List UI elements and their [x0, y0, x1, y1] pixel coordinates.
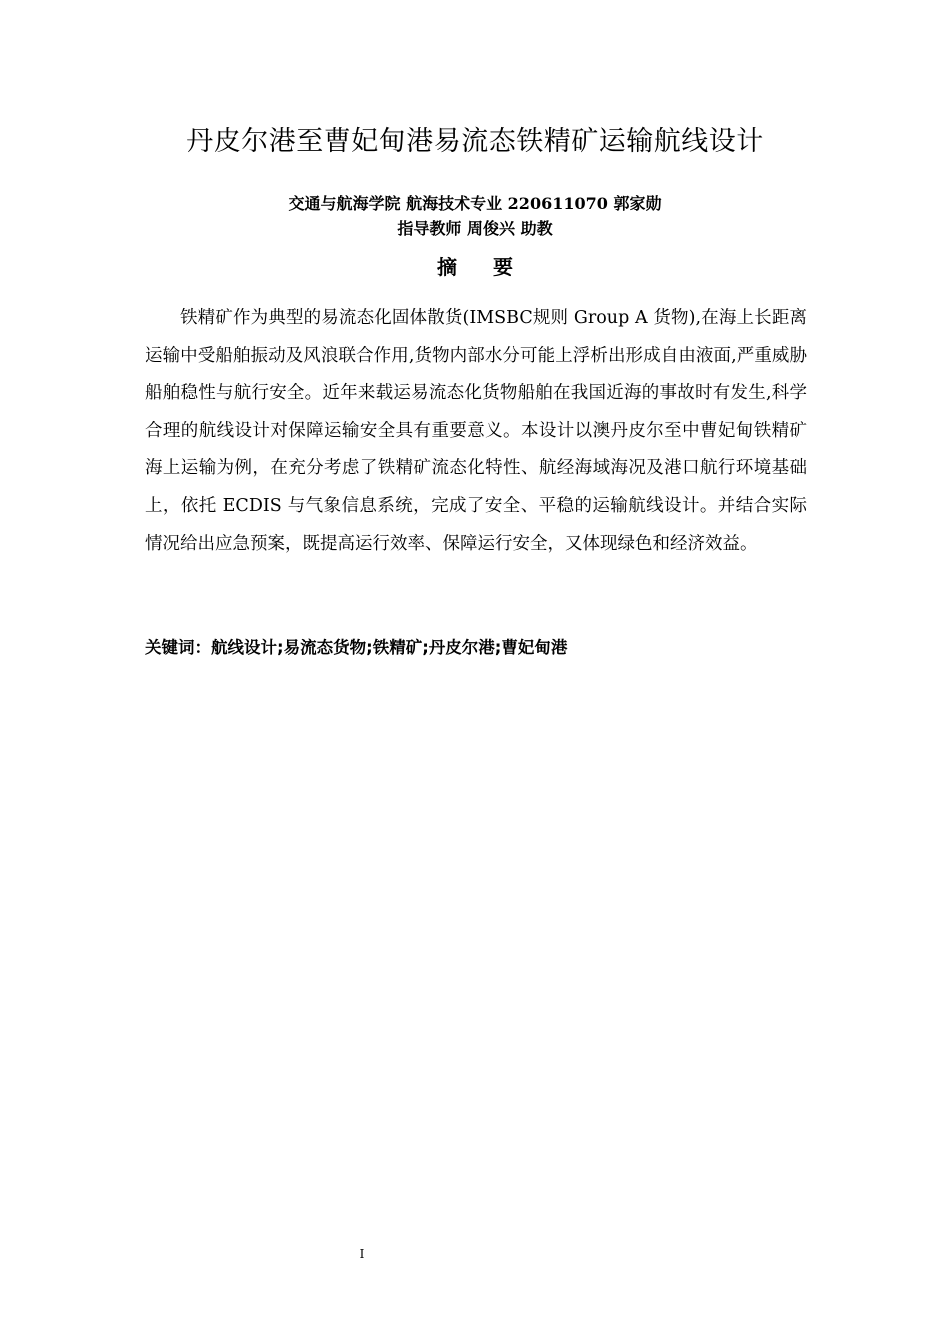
keywords-line	[145, 634, 807, 662]
advisor-info: 指导教师 周俊兴 助教	[397, 219, 553, 238]
keywords-label: 关键词：	[145, 638, 211, 657]
page-number: I	[359, 1247, 365, 1261]
document-title: 丹皮尔港至曹妃甸港易流态铁精矿运输航线设计	[186, 126, 764, 157]
keywords-list: 航线设计;易流态货物;铁精矿;丹皮尔港;曹妃甸港	[211, 638, 568, 657]
abstract-heading: 摘要	[437, 255, 549, 279]
author-info: 交通与航海学院 航海技术专业 220611070 郭家勋	[288, 194, 662, 213]
abstract-paragraph: 铁精矿作为典型的易流态化固体散货(IMSBC规则 Group A 货物),在海上长距离运输中受船舶振动及风浪联合作用,货物内部水分可能上浮析出形成自由液面,严重威胁船舶稳性与航行安全。近年来载运易流态化货物船舶在我国近海的事故时有发生,科学合理的航线设计对保障运输安全具有重要意义。本设计以澳丹皮尔至中曹妃甸铁精矿海上运输为例，在充分考虑了铁精矿流态化特性、航经海域海况及港口航行环境基础上，依托 ECDIS 与气象信息系统，完成了安全、平稳的运输航线设计。并结合实际情况给出应急预案，既提高运行效率、保障运行安全，又体现绿色和经济效益。	[145, 308, 807, 554]
